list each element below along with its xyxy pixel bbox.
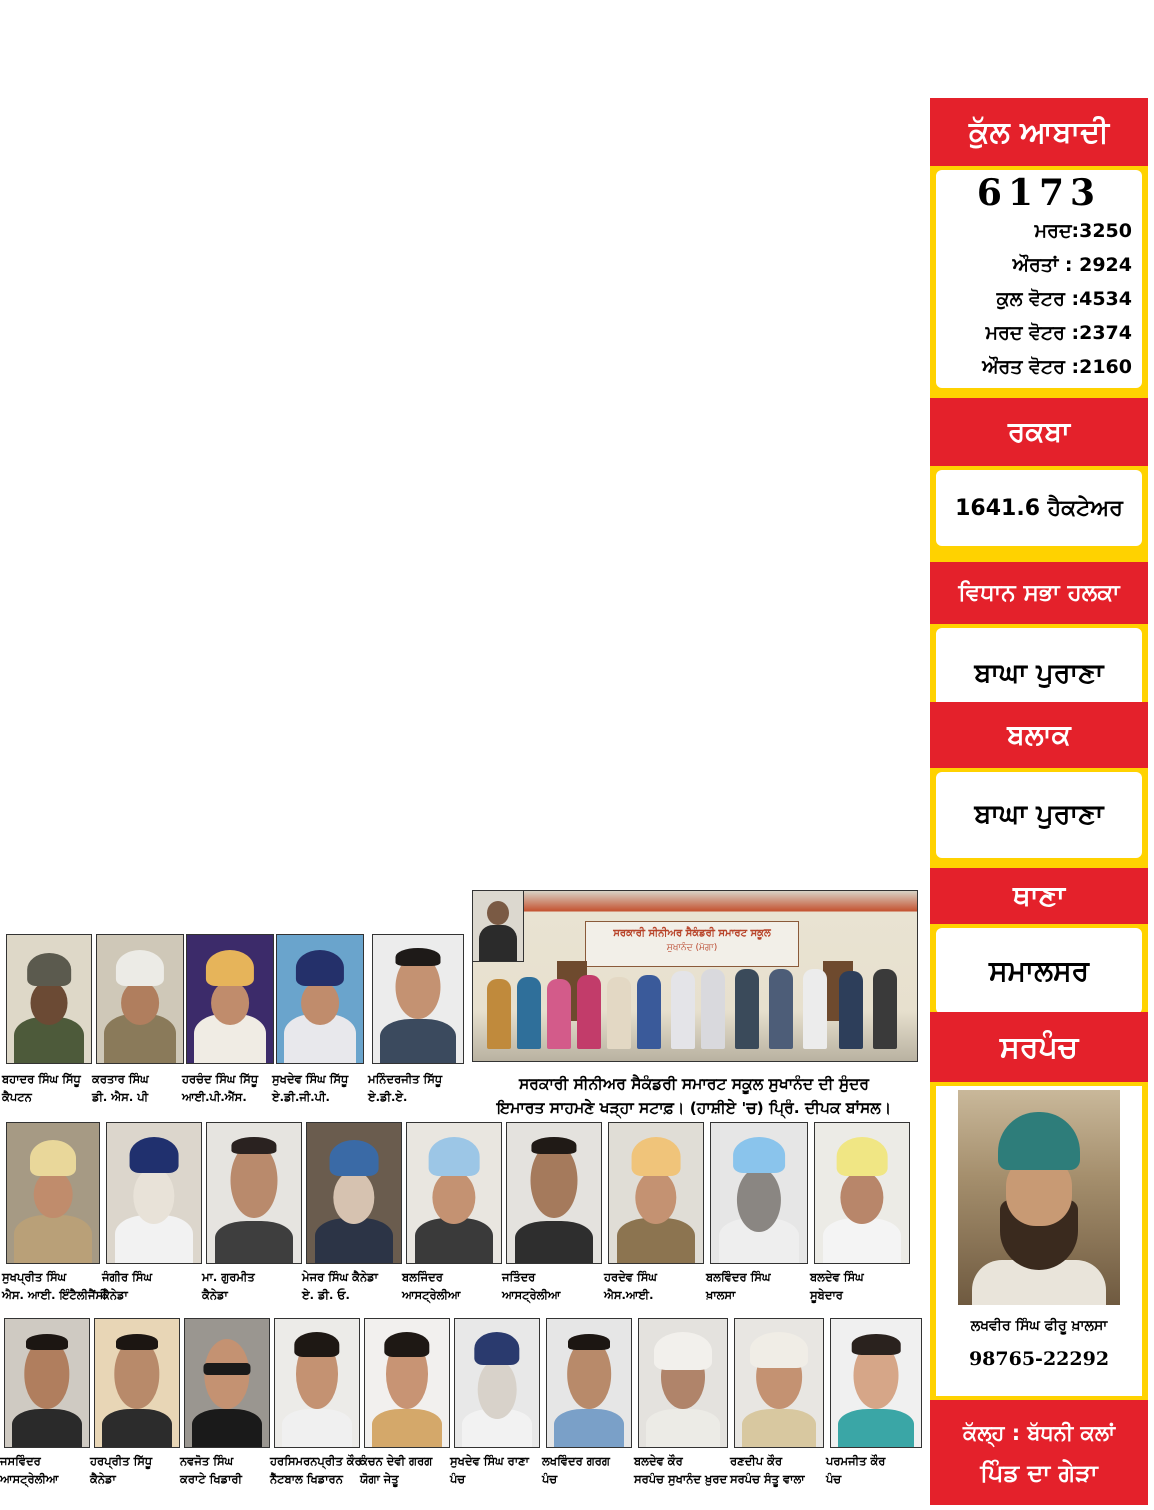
person-title: ਕਰਾਟੇ ਖਿਡਾਰੀ — [180, 1472, 242, 1486]
person-title: ਆਸਟ੍ਰੇਲੀਆ — [402, 1288, 461, 1302]
male-voters: ਮਰਦ ਵੋਟਰ :2374 — [985, 322, 1132, 344]
person-name: ਜਤਿੰਦਰ — [502, 1270, 536, 1284]
person-name: ਰਣਦੀਪ ਕੌਰ — [730, 1454, 783, 1468]
person-title: ਆਈ.ਪੀ.ਐੱਸ. — [182, 1090, 247, 1104]
person-photo — [206, 1122, 302, 1264]
person-title: ਐਸ. ਆਈ. ਇੰਟੈਲੀਜੈਂਸੀ — [2, 1288, 107, 1302]
person-name: ਸੁਖਦੇਵ ਸਿੰਘ ਸਿੱਧੂ — [272, 1072, 349, 1086]
person-photo — [506, 1122, 602, 1264]
population-male: ਮਰਦ:3250 — [1034, 220, 1132, 242]
person-photo — [364, 1318, 450, 1448]
female-voters: ਔਰਤ ਵੋਟਰ :2160 — [982, 356, 1132, 378]
person-title: ਏ.ਡੀ.ਜੀ.ਪੀ. — [272, 1090, 330, 1104]
person-name: ਜਸਵਿੰਦਰ — [0, 1454, 41, 1468]
area-heading: ਰਕਬਾ — [930, 398, 1148, 466]
block-heading: ਬਲਾਕ — [930, 702, 1148, 768]
next-village-line2: ਪਿੰਡ ਦਾ ਗੇੜਾ — [980, 1458, 1098, 1487]
school-photo — [472, 890, 918, 1062]
person-photo — [546, 1318, 632, 1448]
sarpanch-name: ਲਖਵੀਰ ਸਿੰਘ ਫੀਰੂ ਖ਼ਾਲਸਾ — [970, 1318, 1108, 1334]
person-name: ਸੁਖਦੇਵ ਸਿੰਘ ਰਾਣਾ — [450, 1454, 529, 1468]
person-name: ਸੁਖਪ੍ਰੀਤ ਸਿੰਘ — [2, 1270, 67, 1284]
person-title: ਆਸਟ੍ਰੇਲੀਆ — [0, 1472, 59, 1486]
person-name: ਬਲਦੇਵ ਸਿੰਘ — [810, 1270, 864, 1284]
person-name: ਹਰਪ੍ਰੀਤ ਸਿੱਧੂ — [90, 1454, 153, 1468]
person-name: ਬਲਜਿੰਦਰ — [402, 1270, 443, 1284]
person-title: ਨੈੱਟਬਾਲ ਖਿਡਾਰਨ — [270, 1472, 343, 1486]
person-photo — [6, 1122, 100, 1264]
person-title: ਪੰਚ — [542, 1472, 558, 1486]
person-name: ਬਲਦੇਵ ਕੌਰ — [634, 1454, 683, 1468]
person-photo — [96, 934, 184, 1064]
person-photo — [186, 934, 274, 1064]
person-photo — [94, 1318, 180, 1448]
sarpanch-heading: ਸਰਪੰਚ — [930, 1012, 1148, 1082]
person-name: ਨਵਜੋਤ ਸਿੰਘ — [180, 1454, 234, 1468]
person-photo — [638, 1318, 728, 1448]
sarpanch-box — [936, 1086, 1142, 1396]
person-name: ਮਨਿੰਦਰਜੀਤ ਸਿੱਧੂ — [368, 1072, 443, 1086]
person-photo — [406, 1122, 502, 1264]
total-voters: ਕੁਲ ਵੋਟਰ :4534 — [996, 288, 1132, 310]
constituency-heading: ਵਿਧਾਨ ਸਭਾ ਹਲਕਾ — [930, 562, 1148, 624]
person-photo — [830, 1318, 922, 1448]
person-title: ਖ਼ਾਲਸਾ — [706, 1288, 736, 1302]
population-total: 6173 — [976, 172, 1102, 214]
person-photo — [4, 1318, 90, 1448]
school-sign — [585, 921, 799, 967]
person-name: ਹਰਦੇਵ ਸਿੰਘ — [604, 1270, 657, 1284]
person-title: ਪੰਚ — [826, 1472, 842, 1486]
population-heading: ਕੁੱਲ ਆਬਾਦੀ — [930, 98, 1148, 166]
person-name: ਜੰਗੀਰ ਸਿੰਘ — [102, 1270, 153, 1284]
person-name: ਮਾ. ਗੁਰਮੀਤ — [202, 1270, 255, 1284]
person-title: ਕੈਨੇਡਾ — [202, 1288, 228, 1302]
person-title: ਏ.ਡੀ.ਏ. — [368, 1090, 408, 1104]
person-photo — [372, 934, 464, 1064]
principal-inset-photo — [473, 891, 524, 962]
person-photo — [710, 1122, 808, 1264]
sarpanch-phone: 98765-22292 — [968, 1348, 1110, 1370]
person-photo — [608, 1122, 704, 1264]
person-name: ਪਰਮਜੀਤ ਕੌਰ — [826, 1454, 886, 1468]
person-title: ਸੂਬੇਦਾਰ — [810, 1288, 843, 1302]
person-title: ਡੀ. ਐਸ. ਪੀ — [92, 1090, 149, 1104]
person-title: ਪੰਚ — [450, 1472, 466, 1486]
person-name: ਹਰਸਿਮਰਨਪ੍ਰੀਤ ਕੌਰ — [270, 1454, 362, 1468]
school-sign-sub: ਸੁਖਾਨੰਦ (ਮੋਗਾ) — [666, 943, 718, 953]
person-title: ਕੈਪਟਨ — [2, 1090, 32, 1104]
person-photo — [734, 1318, 824, 1448]
person-title: ਸਰਪੰਚ ਸੰਤੂ ਵਾਲਾ — [730, 1472, 805, 1486]
constituency-value: ਬਾਘਾ ਪੁਰਾਣਾ — [936, 628, 1142, 720]
police-station-value: ਸਮਾਲਸਰ — [936, 928, 1142, 1014]
person-photo — [6, 934, 92, 1064]
person-photo — [106, 1122, 202, 1264]
person-title: ਯੋਗਾ ਜੇਤੂ — [360, 1472, 399, 1486]
person-title: ਆਸਟ੍ਰੇਲੀਆ — [502, 1288, 561, 1302]
person-photo — [184, 1318, 270, 1448]
person-name: ਕੰਚਨ ਦੇਵੀ ਗਰਗ — [360, 1454, 433, 1468]
person-name: ਬਹਾਦਰ ਸਿੰਘ ਸਿੱਧੂ — [2, 1072, 81, 1086]
person-photo — [306, 1122, 402, 1264]
school-caption-line1: ਸਰਕਾਰੀ ਸੀਨੀਅਰ ਸੈਕੰਡਰੀ ਸਮਾਰਟ ਸਕੂਲ ਸੁਖਾਨੰਦ ਦੀ ਸੁੰਦਰ — [518, 1075, 870, 1093]
block-value: ਬਾਘਾ ਪੁਰਾਣਾ — [936, 772, 1142, 858]
person-title: ਏ. ਡੀ. ਓ. — [302, 1288, 350, 1302]
next-village-box — [930, 1400, 1148, 1505]
person-title: ਕੈਨੇਡਾ — [102, 1288, 128, 1302]
person-name: ਕਰਤਾਰ ਸਿੰਘ — [92, 1072, 149, 1086]
person-name: ਬਲਵਿੰਦਰ ਸਿੰਘ — [706, 1270, 771, 1284]
person-photo — [814, 1122, 910, 1264]
person-photo — [274, 1318, 360, 1448]
person-name: ਲਖਵਿੰਦਰ ਗਰਗ — [542, 1454, 610, 1468]
person-title: ਸਰਪੰਚ ਸੁਖਾਨੰਦ ਖ਼ੁਰਦ — [634, 1472, 728, 1486]
person-name: ਹਰਚੰਦ ਸਿੰਘ ਸਿੱਧੂ — [182, 1072, 259, 1086]
village-info-column — [930, 98, 1148, 1505]
school-caption — [472, 1072, 916, 1120]
person-name: ਮੇਜਰ ਸਿੰਘ ਕੈਨੇਡਾ — [302, 1270, 378, 1284]
population-box — [936, 170, 1142, 388]
area-value: 1641.6 ਹੈਕਟੇਅਰ — [936, 470, 1142, 546]
police-station-heading: ਥਾਣਾ — [930, 868, 1148, 924]
person-title: ਕੈਨੇਡਾ — [90, 1472, 116, 1486]
next-village-line1: ਕੱਲ੍ਹ : ਬੱਧਨੀ ਕਲਾਂ — [963, 1420, 1115, 1445]
population-female: ਔਰਤਾਂ : 2924 — [1012, 254, 1132, 276]
person-photo — [276, 934, 364, 1064]
sarpanch-photo — [958, 1090, 1120, 1305]
person-photo — [454, 1318, 540, 1448]
school-caption-line2: ਇਮਾਰਤ ਸਾਹਮਣੇ ਖੜ੍ਹਾ ਸਟਾਫ਼। (ਹਾਸ਼ੀਏ 'ਚ) ਪ੍ਰਿੰ. ਦੀਪਕ ਬਾਂਸਲ। — [496, 1099, 892, 1117]
school-sign-text: ਸਰਕਾਰੀ ਸੀਨੀਅਰ ਸੈਕੰਡਰੀ ਸਮਾਰਟ ਸਕੂਲ — [613, 928, 771, 939]
person-title: ਐਸ.ਆਈ. — [604, 1288, 654, 1302]
